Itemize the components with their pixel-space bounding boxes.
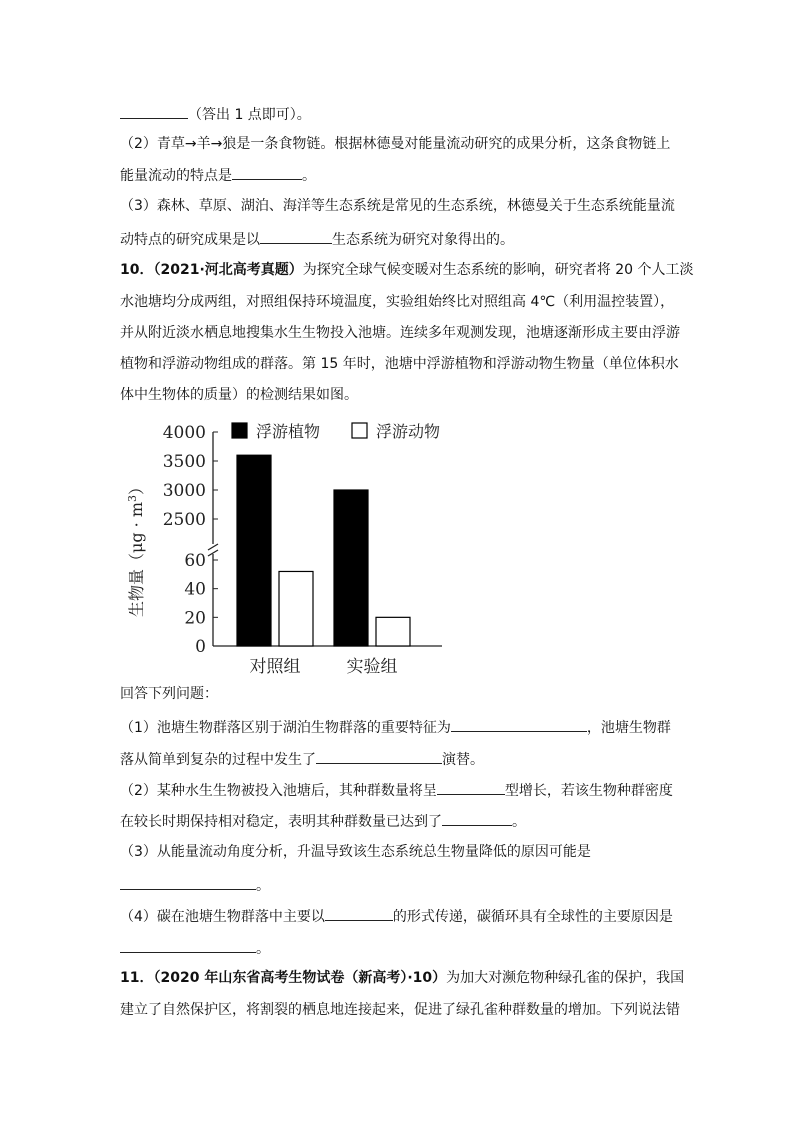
s2-text: 在较长时期保持相对稳定，表明其种群数量已达到了 bbox=[120, 814, 442, 830]
s2-line-a bbox=[120, 779, 673, 801]
legend-swatch bbox=[352, 423, 367, 438]
x-category-label: 对照组 bbox=[249, 657, 301, 677]
s2-text-end: 型增长，若该生物种群密度 bbox=[504, 783, 673, 799]
y-tick-label: 20 bbox=[184, 608, 206, 629]
s1-line-a bbox=[120, 716, 671, 738]
chart-bars bbox=[237, 455, 410, 646]
s3-line-b bbox=[120, 874, 270, 896]
s4-text: （4）碳在池塘生物群落中主要以 bbox=[120, 909, 325, 925]
p10-line-a bbox=[120, 260, 693, 280]
q3-text-end: 生态系统为研究对象得出的。 bbox=[332, 232, 514, 248]
answer-blank[interactable] bbox=[232, 164, 302, 180]
bar-phytoplankton bbox=[237, 455, 271, 646]
y-axis-label: 生物量$(\mu g \cdot m^3)$ bbox=[126, 478, 146, 618]
answer-blank[interactable] bbox=[437, 779, 505, 795]
s2-text: （2）某种水生生物被投入池塘后，其种群数量将呈 bbox=[120, 783, 437, 799]
p11-line-a bbox=[120, 968, 684, 988]
q3-line-a: （3）森林、草原、湖泊、海洋等生态系统是常见的生态系统，林德曼关于生态系统能量流 bbox=[120, 198, 675, 214]
chart-legend bbox=[232, 422, 440, 441]
s1-line-b bbox=[120, 748, 484, 770]
bar-zooplankton bbox=[279, 571, 313, 646]
p11-text: 为加大对濒危物种绿孔雀的保护，我国 bbox=[446, 970, 685, 986]
answer-blank[interactable] bbox=[260, 228, 332, 244]
s2-text-end: 。 bbox=[512, 814, 526, 830]
hint-text: （答出 1 点即可）。 bbox=[188, 107, 311, 123]
q2-line-b bbox=[120, 164, 316, 186]
p10-line-d: 植物和浮游动物组成的群落。第 15 年时，池塘中浮游植物和浮游动物生物量（单位体积水 bbox=[120, 356, 679, 372]
y-tick-label: 3000 bbox=[162, 481, 206, 501]
s4-line-b bbox=[120, 937, 270, 959]
s1-text-end: ，池塘生物群 bbox=[586, 720, 671, 736]
s1-text-end: 演替。 bbox=[442, 752, 484, 768]
x-category-label: 实验组 bbox=[346, 657, 398, 677]
s3-end: 。 bbox=[256, 878, 270, 894]
bar-phytoplankton bbox=[334, 490, 368, 646]
axis-break-mark bbox=[208, 544, 218, 550]
answer-prompt: 回答下列问题： bbox=[120, 686, 218, 702]
s1-text: 落从简单到复杂的过程中发生了 bbox=[120, 752, 316, 768]
q2-line-a: （2）青草→羊→狼是一条食物链。根据林德曼对能量流动研究的成果分析，这条食物链上 bbox=[120, 136, 671, 152]
q2-text: 能量流动的特点是 bbox=[120, 168, 232, 184]
legend-label: 浮游植物 bbox=[256, 422, 321, 441]
answer-blank[interactable] bbox=[120, 937, 256, 953]
s1-text: （1）池塘生物群落区别于湖泊生物群落的重要特征为 bbox=[120, 720, 451, 736]
y-tick-label: 2500 bbox=[162, 510, 206, 530]
answer-line-1 bbox=[120, 103, 311, 125]
s2-line-b bbox=[120, 810, 526, 832]
p10-text: 为探究全球气候变暖对生态系统的影响，研究者将 20 个人工淡 bbox=[302, 262, 694, 278]
y-tick-label: 60 bbox=[184, 551, 206, 571]
p10-line-e: 体中生物体的质量）的检测结果如图。 bbox=[120, 387, 358, 403]
s4-text-end: 的形式传递，碳循环具有全球性的主要原因是 bbox=[392, 909, 673, 925]
answer-blank[interactable] bbox=[451, 716, 587, 732]
biomass-bar-chart bbox=[120, 416, 460, 684]
p10-line-b: 水池塘均分成两组，对照组保持环境温度，实验组始终比对照组高 4℃（利用温控装置）， bbox=[120, 294, 675, 310]
s4-line-a bbox=[120, 905, 673, 927]
chart-categories bbox=[250, 657, 398, 677]
question-source: 11．（2020 年山东省高考生物试卷（新高考）·10） bbox=[120, 970, 447, 986]
answer-blank[interactable] bbox=[442, 810, 512, 826]
y-tick-label: 0 bbox=[195, 637, 206, 657]
y-tick-label: 4000 bbox=[162, 423, 206, 443]
chart-ticks bbox=[163, 423, 218, 657]
q2-end: 。 bbox=[302, 168, 316, 184]
s3-line-a: （3）从能量流动角度分析，升温导致该生态系统总生物量降低的原因可能是 bbox=[120, 844, 591, 860]
answer-blank[interactable] bbox=[120, 103, 188, 119]
q3-line-b bbox=[120, 228, 514, 250]
s4-end: 。 bbox=[256, 941, 270, 957]
bar-zooplankton bbox=[376, 617, 410, 646]
p11-line-b: 建立了自然保护区，将割裂的栖息地连接起来，促进了绿孔雀种群数量的增加。下列说法错 bbox=[120, 1002, 680, 1018]
y-tick-label: 3500 bbox=[162, 452, 206, 472]
legend-swatch bbox=[232, 423, 247, 438]
q3-text: 动特点的研究成果是以 bbox=[120, 232, 260, 248]
answer-blank[interactable] bbox=[316, 748, 442, 764]
y-tick-label: 40 bbox=[184, 579, 206, 600]
answer-blank[interactable] bbox=[120, 874, 256, 890]
answer-blank[interactable] bbox=[325, 905, 393, 921]
legend-label: 浮游动物 bbox=[376, 422, 441, 441]
p10-line-c: 并从附近淡水栖息地搜集水生生物投入池塘。连续多年观测发现，池塘逐渐形成主要由浮游 bbox=[120, 325, 680, 341]
question-source: 10．（2021·河北高考真题） bbox=[120, 262, 303, 278]
